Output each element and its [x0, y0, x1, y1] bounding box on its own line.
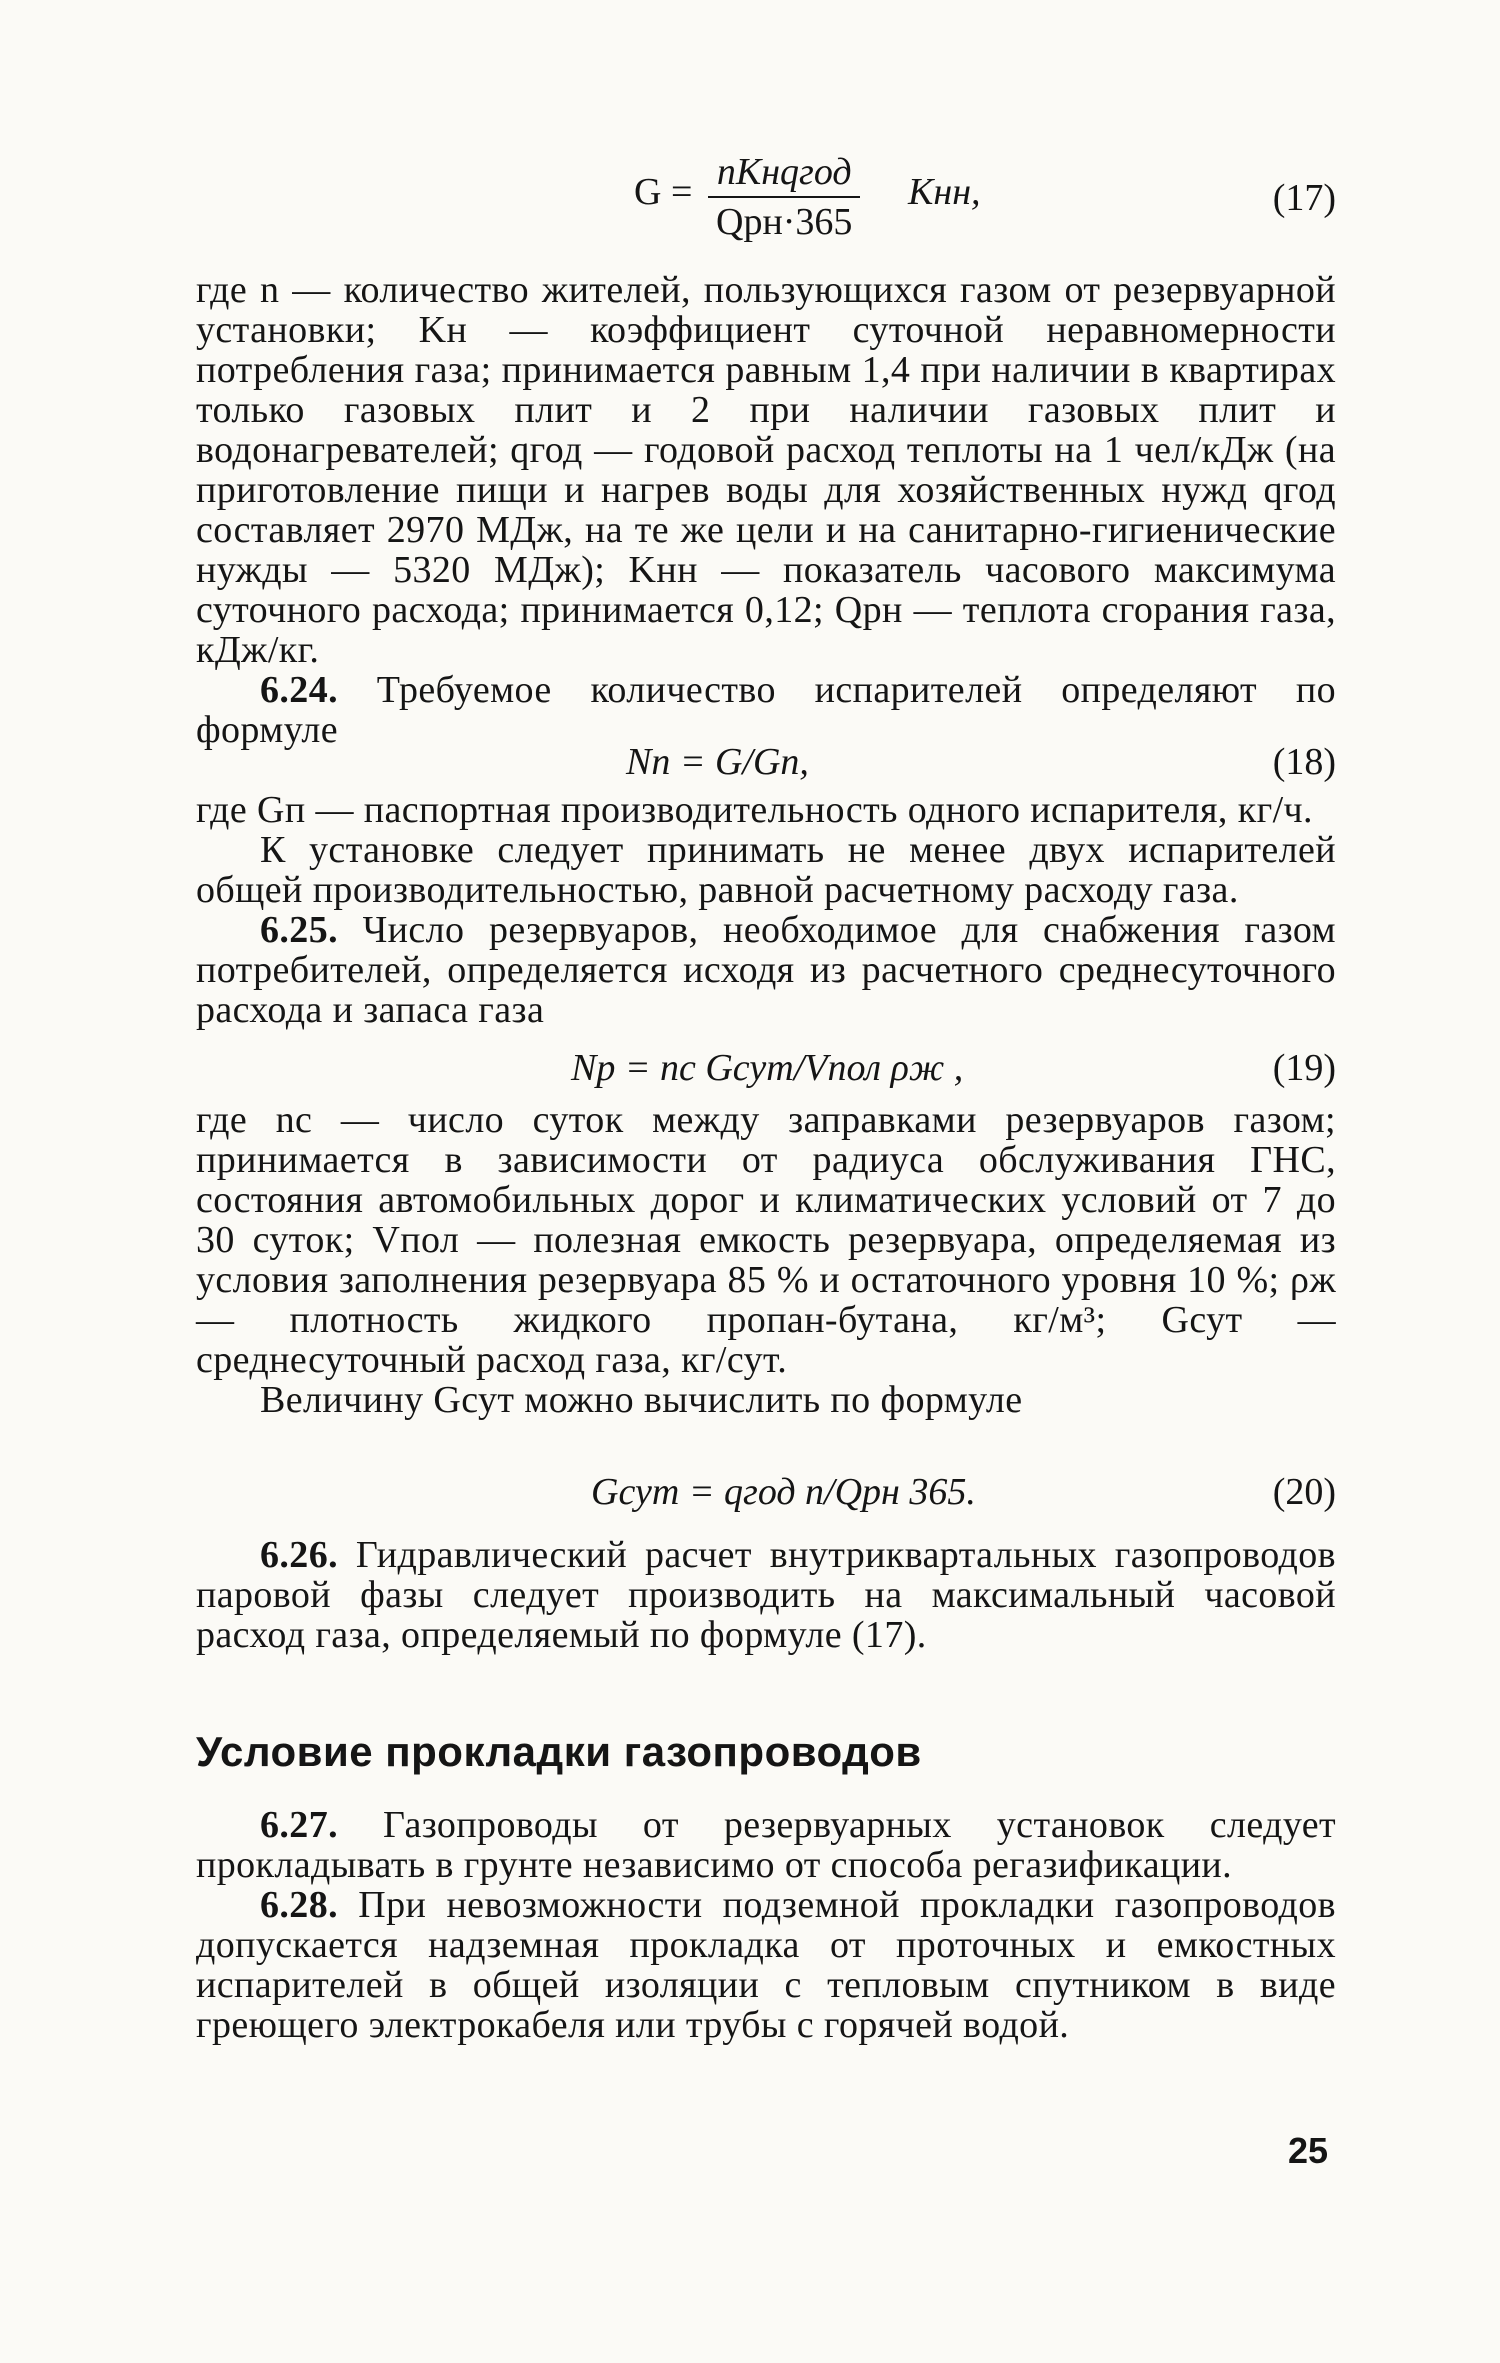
section-number: 6.28.	[260, 1884, 338, 1926]
section-6-28	[196, 1885, 1336, 2045]
formula-18-expression: Nп = G/Gп,	[626, 741, 809, 783]
body-text-6-26	[196, 1535, 1336, 1655]
section-6-27	[196, 1805, 1336, 1885]
formula-19	[196, 1046, 1336, 1106]
paragraph-evaporators: К установке следует принимать не менее двух испарителей общей производительностью, равной расчетному расходу газа.	[196, 829, 1336, 911]
body-text-bottom	[196, 1805, 1336, 2045]
section-text: Газопроводы от резервуарных установок следует прокладывать в грунте независимо от способа регазификации.	[196, 1804, 1336, 1886]
formula-18-number: (18)	[1272, 741, 1336, 783]
formula-17-denominator: Qрн·365	[716, 201, 853, 243]
section-text: Требуемое количество испарителей определяют по формуле	[196, 669, 1336, 751]
formula-19-expression: Nр = nс Gсут/Vпол ρж ,	[571, 1047, 964, 1089]
formula-20	[196, 1470, 1336, 1530]
section-number: 6.24.	[260, 669, 338, 711]
formula-20-expression: Gсут = qгод n/Qрн 365.	[591, 1471, 976, 1513]
paragraph-gsut: Величину Gсут можно вычислить по формуле	[260, 1379, 1023, 1421]
formula-17-factor: Kнн,	[908, 171, 981, 213]
section-number: 6.26.	[260, 1534, 338, 1576]
section-text: При невозможности подземной прокладки газопроводов допускается надземная прокладка от проточных и емкостных испарителей в общей изоляции с тепловым спутником в виде греющего электрокабеля или трубы с горячей водой.	[196, 1884, 1336, 2046]
section-text: Гидравлический расчет внутриквартальных газопроводов паровой фазы следует производить на максимальный часовой расход газа, определяемый по формуле (17).	[196, 1534, 1336, 1656]
paragraph-where-18: где Gп — паспортная производительность одного испарителя, кг/ч.	[196, 789, 1313, 831]
body-text-middle	[196, 790, 1336, 1030]
body-text-top	[196, 270, 1336, 750]
formula-17-numerator: nKнqгод	[708, 150, 860, 198]
paragraph-where-19: где nс — число суток между заправками резервуаров газом; принимается в зависимости от радиуса обслуживания ГНС, состояния автомобильных дорог и климатических условий от 7 до 30 суток; Vпол — полезная емкость резервуара, определяемая из условия заполнения резервуара 85 % и остаточного уровня 10 %; ρж — плотность жидкого пропан-бутана, кг/м³; Gсут — среднесуточный расход газа, кг/сут.	[196, 1099, 1336, 1381]
formula-19-number: (19)	[1272, 1047, 1336, 1089]
formula-17-lhs: G =	[634, 171, 693, 213]
section-6-26	[196, 1535, 1336, 1655]
section-6-25	[196, 910, 1336, 1030]
formula-17	[196, 150, 1336, 250]
page-number: 25	[1288, 2130, 1329, 2171]
body-text-lower	[196, 1100, 1336, 1420]
section-text: Число резервуаров, необходимое для снабжения газом потребителей, определяется исходя из расчетного среднесуточного расхода и запаса газа	[196, 909, 1336, 1031]
formula-17-number: (17)	[1272, 177, 1336, 219]
section-number: 6.27.	[260, 1804, 338, 1846]
formula-17-fraction	[708, 150, 860, 244]
section-number: 6.25.	[260, 909, 338, 951]
paragraph-where-17: где n — количество жителей, пользующихся газом от резервуарной установки; Kн — коэффициент суточной неравномерности потребления газа; принимается равным 1,4 при наличии в квартирах только газовых плит и 2 при наличии газовых плит и водонагревателей; qгод — годовой расход теплоты на 1 чел/кДж (на приготовление пищи и нагрев воды для хозяйственных нужд qгод составляет 2970 МДж, на те же цели и на санитарно-гигиенические нужды — 5320 МДж); Kнн — показатель часового максимума суточного расхода; принимается 0,12; Qрн — теплота сгорания газа, кДж/кг.	[196, 269, 1336, 671]
section-heading: Условие прокладки газопроводов	[196, 1728, 922, 1775]
section-6-24	[196, 670, 1336, 750]
formula-20-number: (20)	[1272, 1471, 1336, 1513]
